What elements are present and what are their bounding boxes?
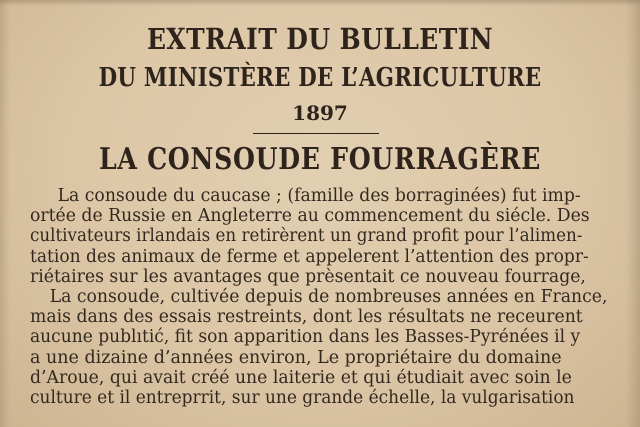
paragraph-2-line-4: a une dizaine d’années environ, Le propriétaire du domaine xyxy=(30,347,562,368)
paragraph-2-line-6: culture et il entreprrit, sur une grande échelle, la vulgarisation xyxy=(30,388,575,409)
paragraph-2-line-2: mais dans des essais restreints, dont les résultats ne receurent xyxy=(30,307,583,328)
article-title: LA CONSOUDE FOURRAGÈRE xyxy=(99,142,541,177)
header-year: 1897 xyxy=(292,101,348,125)
paragraph-1-line-1: La consoude du caucase ; (famille des borraginées) fut imp- xyxy=(57,186,581,206)
paragraph-1-line-5: riétaires sur les avantages que prèsentait ce nouveau fourrage, xyxy=(30,266,586,287)
article-body xyxy=(30,186,620,408)
paragraph-1-line-2: ortée de Russie en Angleterre au commencement du siécle. Des xyxy=(30,206,590,227)
page-edge-shadow xyxy=(0,0,10,427)
paragraph-2-line-3: aucune publıtić, fit son apparition dans les Basses-Pyrénées il y xyxy=(30,327,581,348)
header-line-1: EXTRAIT DU BULLETIN xyxy=(146,22,494,56)
paragraph-1-line-4: tation des animaux de ferme et appelerent l’attention des propr- xyxy=(30,246,589,267)
paragraph-1-line-3: cultivateurs irlandais en retirèrent un grand profit pour l’alimen- xyxy=(30,226,583,247)
header-line-2: DU MINISTÈRE DE L’AGRICULTURE xyxy=(98,63,542,93)
divider-rule xyxy=(253,133,379,134)
paragraph-2-line-5: d’Aroue, qui avait créé une laiterie et qui étudiait avec soin le xyxy=(30,367,572,388)
paragraph-2-line-1: La consoude, cultivée depuis de nombreuses années en France, xyxy=(49,287,608,308)
